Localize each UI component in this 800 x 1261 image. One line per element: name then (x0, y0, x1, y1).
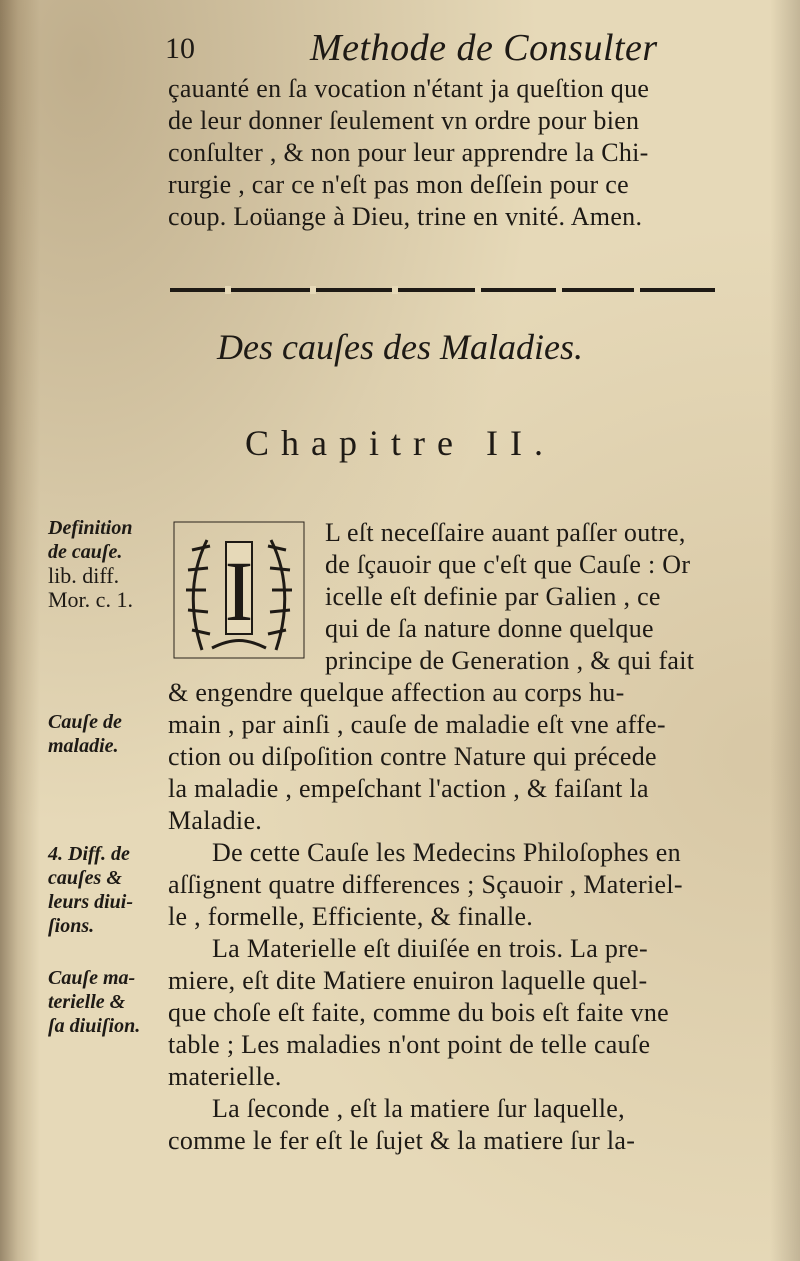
margin-note-line: cauſes & (48, 867, 122, 889)
margin-note-line: ſions. (48, 915, 95, 937)
text-line: çauanté en ſa vocation n'étant ja queſtion que (168, 74, 650, 103)
text-line: principe de Generation , & qui fait (325, 646, 695, 675)
margin-note-cause-maladie (48, 710, 122, 758)
text-line: table ; Les maladies n'ont point de telle cauſe (168, 1030, 651, 1059)
text-line: de ſçauoir que c'eſt que Cauſe : Or (325, 550, 691, 579)
text-line: De cette Cauſe les Medecins Philoſophes en (212, 838, 681, 867)
decorative-initial (172, 520, 306, 660)
margin-note-line: leurs diui- (48, 891, 134, 913)
text-line: coup. Loüange à Dieu, trine en vnité. Amen. (168, 202, 643, 231)
text-line: La ſeconde , eſt la matiere ſur laquelle, (212, 1094, 625, 1123)
page-edge-shadow (770, 0, 800, 1261)
margin-note-line: 4. Diff. de (48, 843, 130, 865)
margin-note-line: Cauſe de (48, 711, 122, 733)
rule-break (475, 286, 481, 294)
margin-note-line: maladie. (48, 735, 119, 757)
text-line: la maladie , empeſchant l'action , & faiſant la (168, 774, 649, 803)
rule-break (634, 286, 640, 294)
margin-note-line: Mor. c. 1. (48, 587, 133, 612)
margin-note-differences (48, 842, 133, 938)
margin-note-line: ſa diuiſion. (48, 1015, 141, 1037)
text-line: ction ou diſpoſition contre Nature qui précede (168, 742, 657, 771)
text-line: comme le fer eſt le ſujet & la matiere ſur la- (168, 1126, 636, 1155)
text-line: La Materielle eſt diuiſée en trois. La pre- (212, 934, 648, 963)
margin-note-line: Definition (48, 517, 133, 539)
rule-break (310, 286, 316, 294)
running-title: Methode de Consulter (310, 27, 658, 69)
section-title: Des cauſes des Maladies. (217, 327, 583, 367)
text-line: le , formelle, Efficiente, & finalle. (168, 902, 534, 931)
margin-note-line: de cauſe. (48, 541, 123, 563)
margin-note-line: terielle & (48, 991, 126, 1013)
margin-note-line: lib. diff. (48, 563, 120, 588)
text-line: de leur donner ſeulement vn ordre pour bien (168, 106, 640, 135)
margin-note-materielle (48, 966, 140, 1038)
text-line: main , par ainſi , cauſe de maladie eſt vne affe- (168, 710, 666, 739)
rule-break (556, 286, 562, 294)
drop-cap-letter: I (224, 543, 254, 639)
page-header (165, 26, 725, 76)
text-line: miere, eſt dite Matiere enuiron laquelle quel- (168, 966, 648, 995)
margin-note-definition (48, 516, 133, 612)
text-line: icelle eſt definie par Galien , ce (325, 582, 661, 611)
margin-note-line: Cauſe ma- (48, 967, 136, 989)
leaf-ornament-icon (172, 520, 306, 660)
rule-break (225, 286, 231, 294)
text-line: rurgie , car ce n'eſt pas mon deſſein pour ce (168, 170, 629, 199)
text-line: qui de ſa nature donne quelque (325, 614, 654, 643)
text-line: materielle. (168, 1062, 282, 1091)
text-line: Maladie. (168, 806, 263, 835)
rule-break (392, 286, 398, 294)
chapter-title: Chapitre II. (245, 423, 555, 463)
text-line: L eſt neceſſaire auant paſſer outre, (325, 518, 686, 547)
text-line: aſſignent quatre differences ; Sçauoir , Materiel- (168, 870, 683, 899)
text-line: & engendre quelque affection au corps hu- (168, 678, 625, 707)
page-number: 10 (165, 32, 195, 65)
text-line: conſulter , & non pour leur apprendre la Chi- (168, 138, 649, 167)
text-line: que choſe eſt faite, comme du bois eſt faite vne (168, 998, 669, 1027)
